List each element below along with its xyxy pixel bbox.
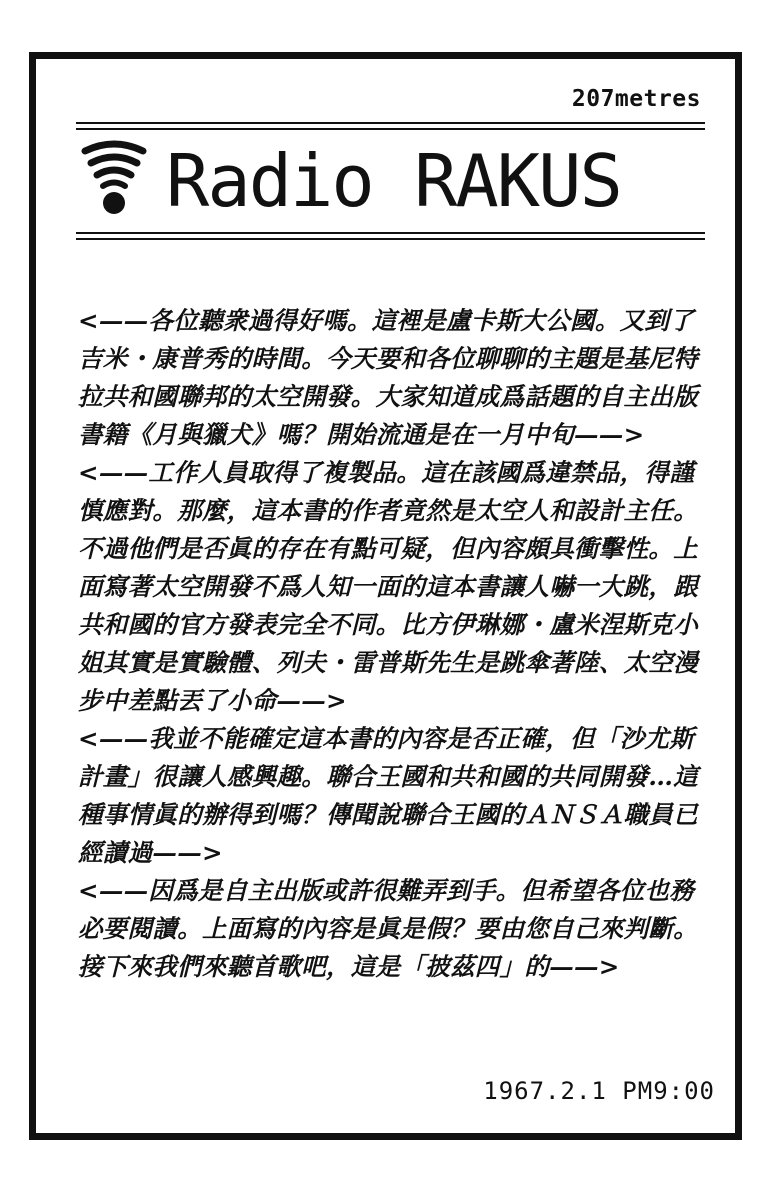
transcript-paragraph: <——各位聽衆過得好嗎。這裡是盧卡斯大公國。又到了吉米・康普秀的時間。今天要和各位聊聊的主題是基尼特拉共和國聯邦的太空開發。大家知道成爲話題的自主出版書籍《月與獵犬》嗎？開始流通是在一月中旬——> bbox=[78, 306, 698, 449]
transcript-paragraph: <——因爲是自主出版或許很難弄到手。但希望各位也務必要閱讀。上面寫的內容是眞是假？要由您自己來判斷。接下來我們來聽首歌吧，這是「披茲四」的——> bbox=[78, 876, 698, 981]
bordered-panel bbox=[29, 52, 742, 1140]
station-title: Radio RAKUS bbox=[166, 139, 621, 223]
transcript-paragraph: <——我並不能確定這本書的內容是否正確，但「沙尤斯計畫」很讓人感興趣。聯合王國和共和國的共同開發…這種事情眞的辦得到嗎？傳聞說聯合王國的ＡＮＳＡ職員已經讀過——> bbox=[78, 724, 698, 867]
header-bottom-rule bbox=[76, 232, 705, 234]
header-top-rule-inner bbox=[76, 128, 705, 130]
broadcast-transcript bbox=[78, 302, 701, 986]
broadcast-datetime: 1967.2.1 PM9:00 bbox=[483, 1077, 715, 1105]
radio-broadcast-icon bbox=[81, 139, 147, 219]
frequency-label: 207metres bbox=[571, 86, 701, 112]
station-header bbox=[76, 131, 705, 231]
header-top-rule bbox=[76, 122, 705, 124]
header-bottom-rule-inner bbox=[76, 238, 705, 240]
transcript-paragraph: <——工作人員取得了複製品。這在該國爲違禁品，得謹慎應對。那麼，這本書的作者竟然是太空人和設計主任。不過他們是否眞的存在有點可疑，但內容頗具衝擊性。上面寫著太空開發不爲人知一面的這本書讓人嚇一大跳，跟共和國的官方發表完全不同。比方伊琳娜・盧米涅斯克小姐其實是實驗體、列夫・雷普斯先生是跳傘著陸、太空漫步中差點丟了小命——> bbox=[78, 458, 698, 715]
